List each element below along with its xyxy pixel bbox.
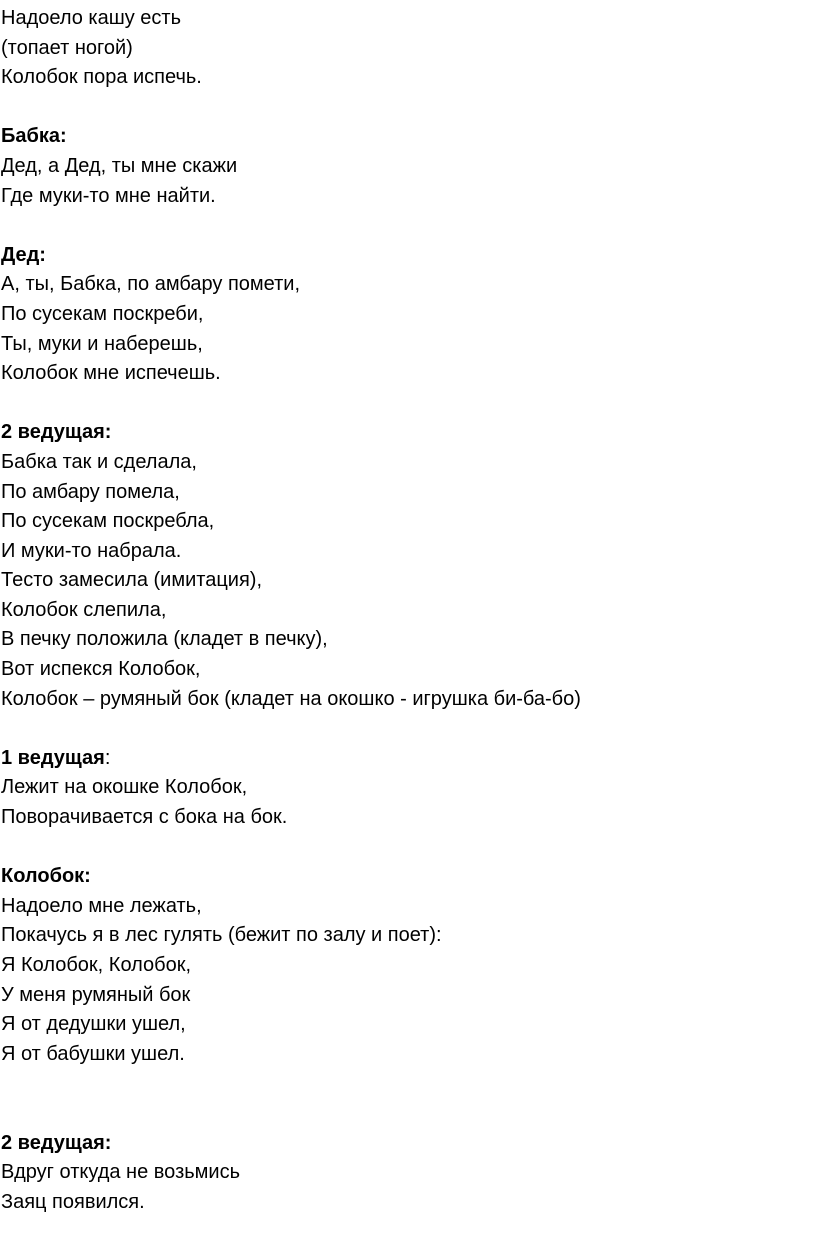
blank-line [1,714,813,744]
speaker-heading-line [1,744,813,774]
text-line: Поворачивается с бока на бок. [1,806,288,829]
text-line: Я Колобок, Колобок, [1,954,192,976]
text-line: У меня румяный бок [1,983,191,1006]
text-line: По амбару помела, [1,480,180,503]
blank-line [1,389,813,419]
blank-line [1,1099,813,1129]
text-line: По сусекам поскреби, [1,302,204,325]
blank-line [1,93,813,123]
text-line: Надоело кашу есть [1,7,182,29]
text-line: Покачусь я в лес гулять (бежит по залу и поет): [1,924,442,947]
blank-line [1,833,813,863]
blank-line [1,1069,813,1099]
text-line: По сусекам поскребла, [1,510,215,533]
text-line: Колобок слепила, [1,598,167,621]
text-line: Вот испекся Колобок, [1,658,201,681]
speaker-colon: : [104,746,111,769]
speaker-heading: 1 ведущая [1,746,105,769]
text-line: Лежит на окошке Колобок, [1,776,248,799]
speaker-heading: Дед: [1,243,46,266]
script-text [1,4,813,1217]
text-line: Надоело мне лежать, [1,894,202,917]
text-line: Я от дедушки ушел, [1,1013,186,1036]
text-line: Где муки-то мне найти. [1,184,216,207]
text-line: Колобок пора испечь. [1,66,202,89]
speaker-heading: Бабка: [1,125,67,148]
text-line: Бабка так и сделала, [1,450,197,473]
text-line: И муки-то набрала. [1,539,182,562]
speaker-heading: Колобок: [1,865,91,888]
text-line: Вдруг откуда не возьмись [1,1161,240,1184]
blank-line [1,211,813,241]
text-line: Заяц появился. [1,1190,145,1213]
text-line: Ты, муки и наберешь, [1,332,203,355]
text-line: Дед, а Дед, ты мне скажи [1,154,238,177]
speaker-heading: 2 ведущая: [1,1131,112,1154]
speaker-heading: 2 ведущая: [1,421,112,444]
text-line: Колобок – румяный бок (кладет на окошко - игрушка би-ба-бо) [1,687,581,710]
text-line: Я от бабушки ушел. [1,1042,185,1065]
text-line: Колобок мне испечешь. [1,362,221,385]
text-line: В печку положила (кладет в печку), [1,628,328,651]
text-line: А, ты, Бабка, по амбару помети, [1,273,301,296]
text-line: Тесто замесила (имитация), [1,569,263,592]
text-line: (топает ногой) [1,36,133,59]
